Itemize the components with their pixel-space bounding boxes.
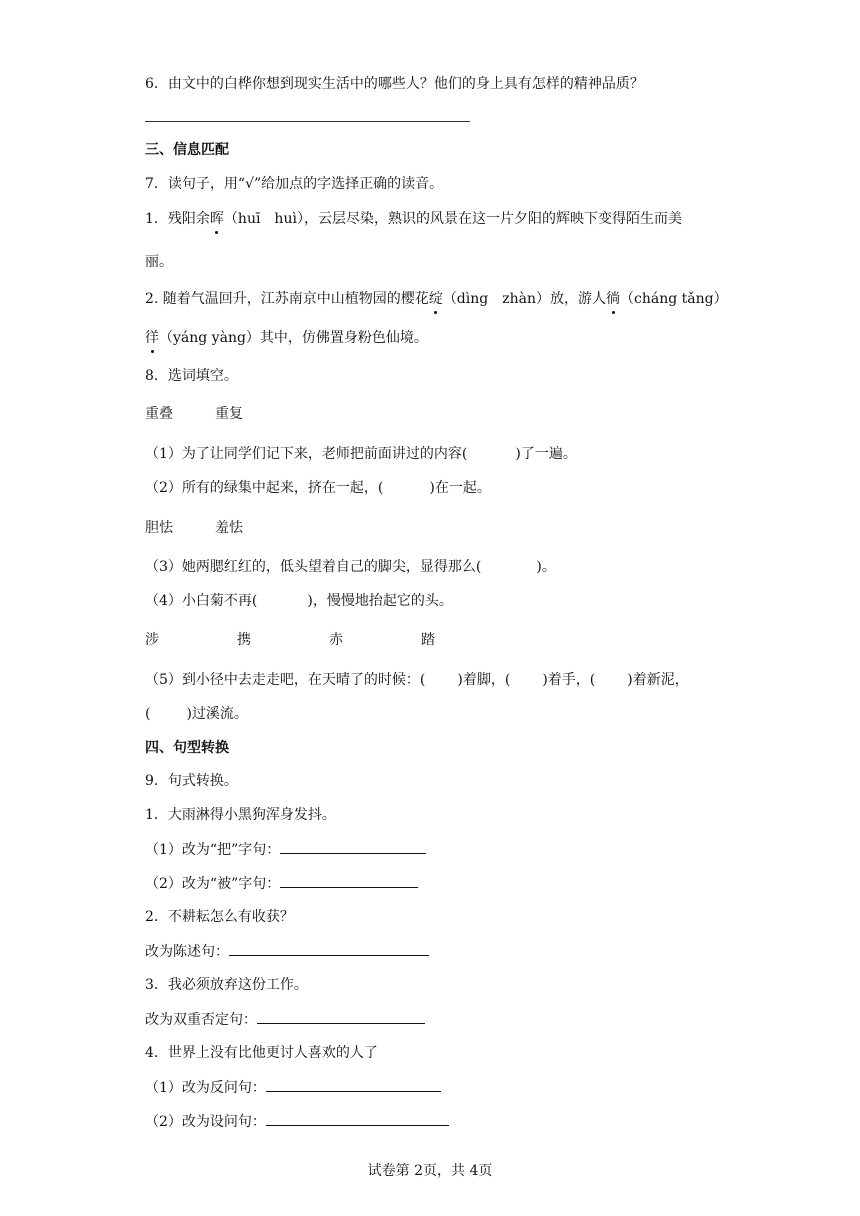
dotted-char: 徉 — [145, 330, 159, 346]
answer-line-q6[interactable] — [145, 121, 470, 122]
answer-line[interactable] — [280, 873, 418, 888]
question-9-prompt: 9．句式转换。 — [145, 773, 238, 789]
word-option: 重叠 — [145, 406, 173, 422]
answer-line[interactable] — [257, 1009, 425, 1024]
section-4-title: 四、句型转换 — [145, 740, 229, 756]
question-9-part-4: 4．世界上没有比他更讨人喜欢的人了 — [145, 1045, 378, 1061]
section-3-title: 三、信息匹配 — [145, 142, 229, 158]
word-group-2 — [145, 518, 243, 538]
question-9-part-2: 2．不耕耘怎么有收获？ — [145, 909, 294, 925]
sentence-text: （yáng yàng）其中，仿佛置身粉色仙境。 — [159, 330, 428, 346]
item-text: （3）她两腮红红的，低头望着自己的脚尖，显得那么( — [145, 559, 482, 575]
item-text: )在一起。 — [429, 480, 491, 496]
question-6 — [145, 74, 644, 94]
item-text: （2）所有的绿集中起来，挤在一起，( — [145, 480, 384, 496]
question-9-part-3: 3．我必须放弃这份工作。 — [145, 977, 308, 993]
question-9-part-1: 1．大雨淋得小黑狗浑身发抖。 — [145, 807, 336, 823]
sentence-text: 2. 随着气温回升，江苏南京中山植物园的樱花 — [145, 291, 429, 307]
question-8-item-1 — [145, 444, 577, 464]
question-9-part-4-1 — [145, 1077, 441, 1098]
word-option: 携 — [237, 632, 251, 648]
word-option: 重复 — [215, 406, 243, 422]
dotted-char: 晖 — [209, 211, 224, 227]
item-text: （5）到小径中去走走吧，在天晴了的时候：( — [145, 672, 426, 688]
question-7-sentence-2 — [145, 289, 728, 309]
word-group-3 — [145, 630, 435, 650]
item-text: （2）改为“被”字句： — [145, 876, 281, 892]
item-text: )过溪流。 — [186, 706, 248, 722]
question-9-part-4-2 — [145, 1111, 449, 1132]
answer-line[interactable] — [266, 1077, 441, 1092]
question-7-sentence-2-cont — [145, 328, 428, 348]
sentence-text: （huī huì），云层尽染，熟识的风景在这一片夕阳的辉映下变得陌生而美 — [223, 211, 682, 227]
item-text: )了一遍。 — [515, 446, 577, 462]
word-option: 踏 — [421, 632, 435, 648]
item-text: )，慢慢地抬起它的头。 — [307, 593, 453, 609]
word-option: 赤 — [329, 632, 343, 648]
question-9-part-2-1 — [145, 941, 429, 962]
question-8-prompt: 8．选词填空。 — [145, 368, 238, 384]
sentence-text: （dìng zhàn）放，游人 — [442, 291, 606, 307]
question-7-sentence-1-cont: 丽。 — [145, 254, 173, 270]
answer-line[interactable] — [266, 1111, 449, 1126]
word-option: 羞怯 — [215, 520, 243, 536]
item-text: )着脚，( — [457, 672, 511, 688]
item-text: （1）改为“把”字句： — [145, 842, 281, 858]
item-text: （4）小白菊不再( — [145, 593, 258, 609]
word-group-1 — [145, 404, 243, 424]
item-text: （1）为了让同学们记下来，老师把前面讲过的内容( — [145, 446, 468, 462]
item-text: )着手，( — [542, 672, 596, 688]
question-6-text: 6．由文中的白桦你想到现实生活中的哪些人？他们的身上具有怎样的精神品质？ — [145, 76, 644, 92]
question-8-item-2 — [145, 478, 491, 498]
page-footer: 试卷第 2页，共 4页 — [367, 1163, 493, 1179]
sentence-text: 1．残阳余 — [145, 211, 210, 227]
question-7-sentence-1 — [145, 209, 682, 229]
dotted-char: 徜 — [606, 291, 620, 307]
item-text: （2）改为设问句： — [145, 1114, 266, 1130]
item-text: )着新泥， — [627, 672, 689, 688]
dotted-char: 绽 — [428, 291, 443, 307]
item-text: 改为陈述句： — [145, 944, 229, 960]
sentence-text: （cháng tǎng） — [620, 291, 728, 307]
question-8-item-5 — [145, 670, 689, 690]
item-text: （1）改为反问句： — [145, 1080, 266, 1096]
answer-line[interactable] — [229, 941, 429, 956]
question-7-prompt: 7．读句子，用“√”给加点的字选择正确的读音。 — [145, 176, 444, 192]
question-9-part-3-1 — [145, 1009, 425, 1030]
question-8-item-4 — [145, 591, 453, 611]
question-9-part-1-2 — [145, 873, 418, 894]
question-8-item-5-cont — [145, 704, 248, 724]
question-8-item-3 — [145, 557, 556, 577]
word-option: 涉 — [145, 632, 159, 648]
answer-line[interactable] — [280, 839, 426, 854]
item-text: 改为双重否定句： — [145, 1012, 257, 1028]
item-text: )。 — [536, 559, 556, 575]
question-9-part-1-1 — [145, 839, 426, 860]
item-text: ( — [145, 706, 151, 722]
word-option: 胆怯 — [145, 520, 173, 536]
